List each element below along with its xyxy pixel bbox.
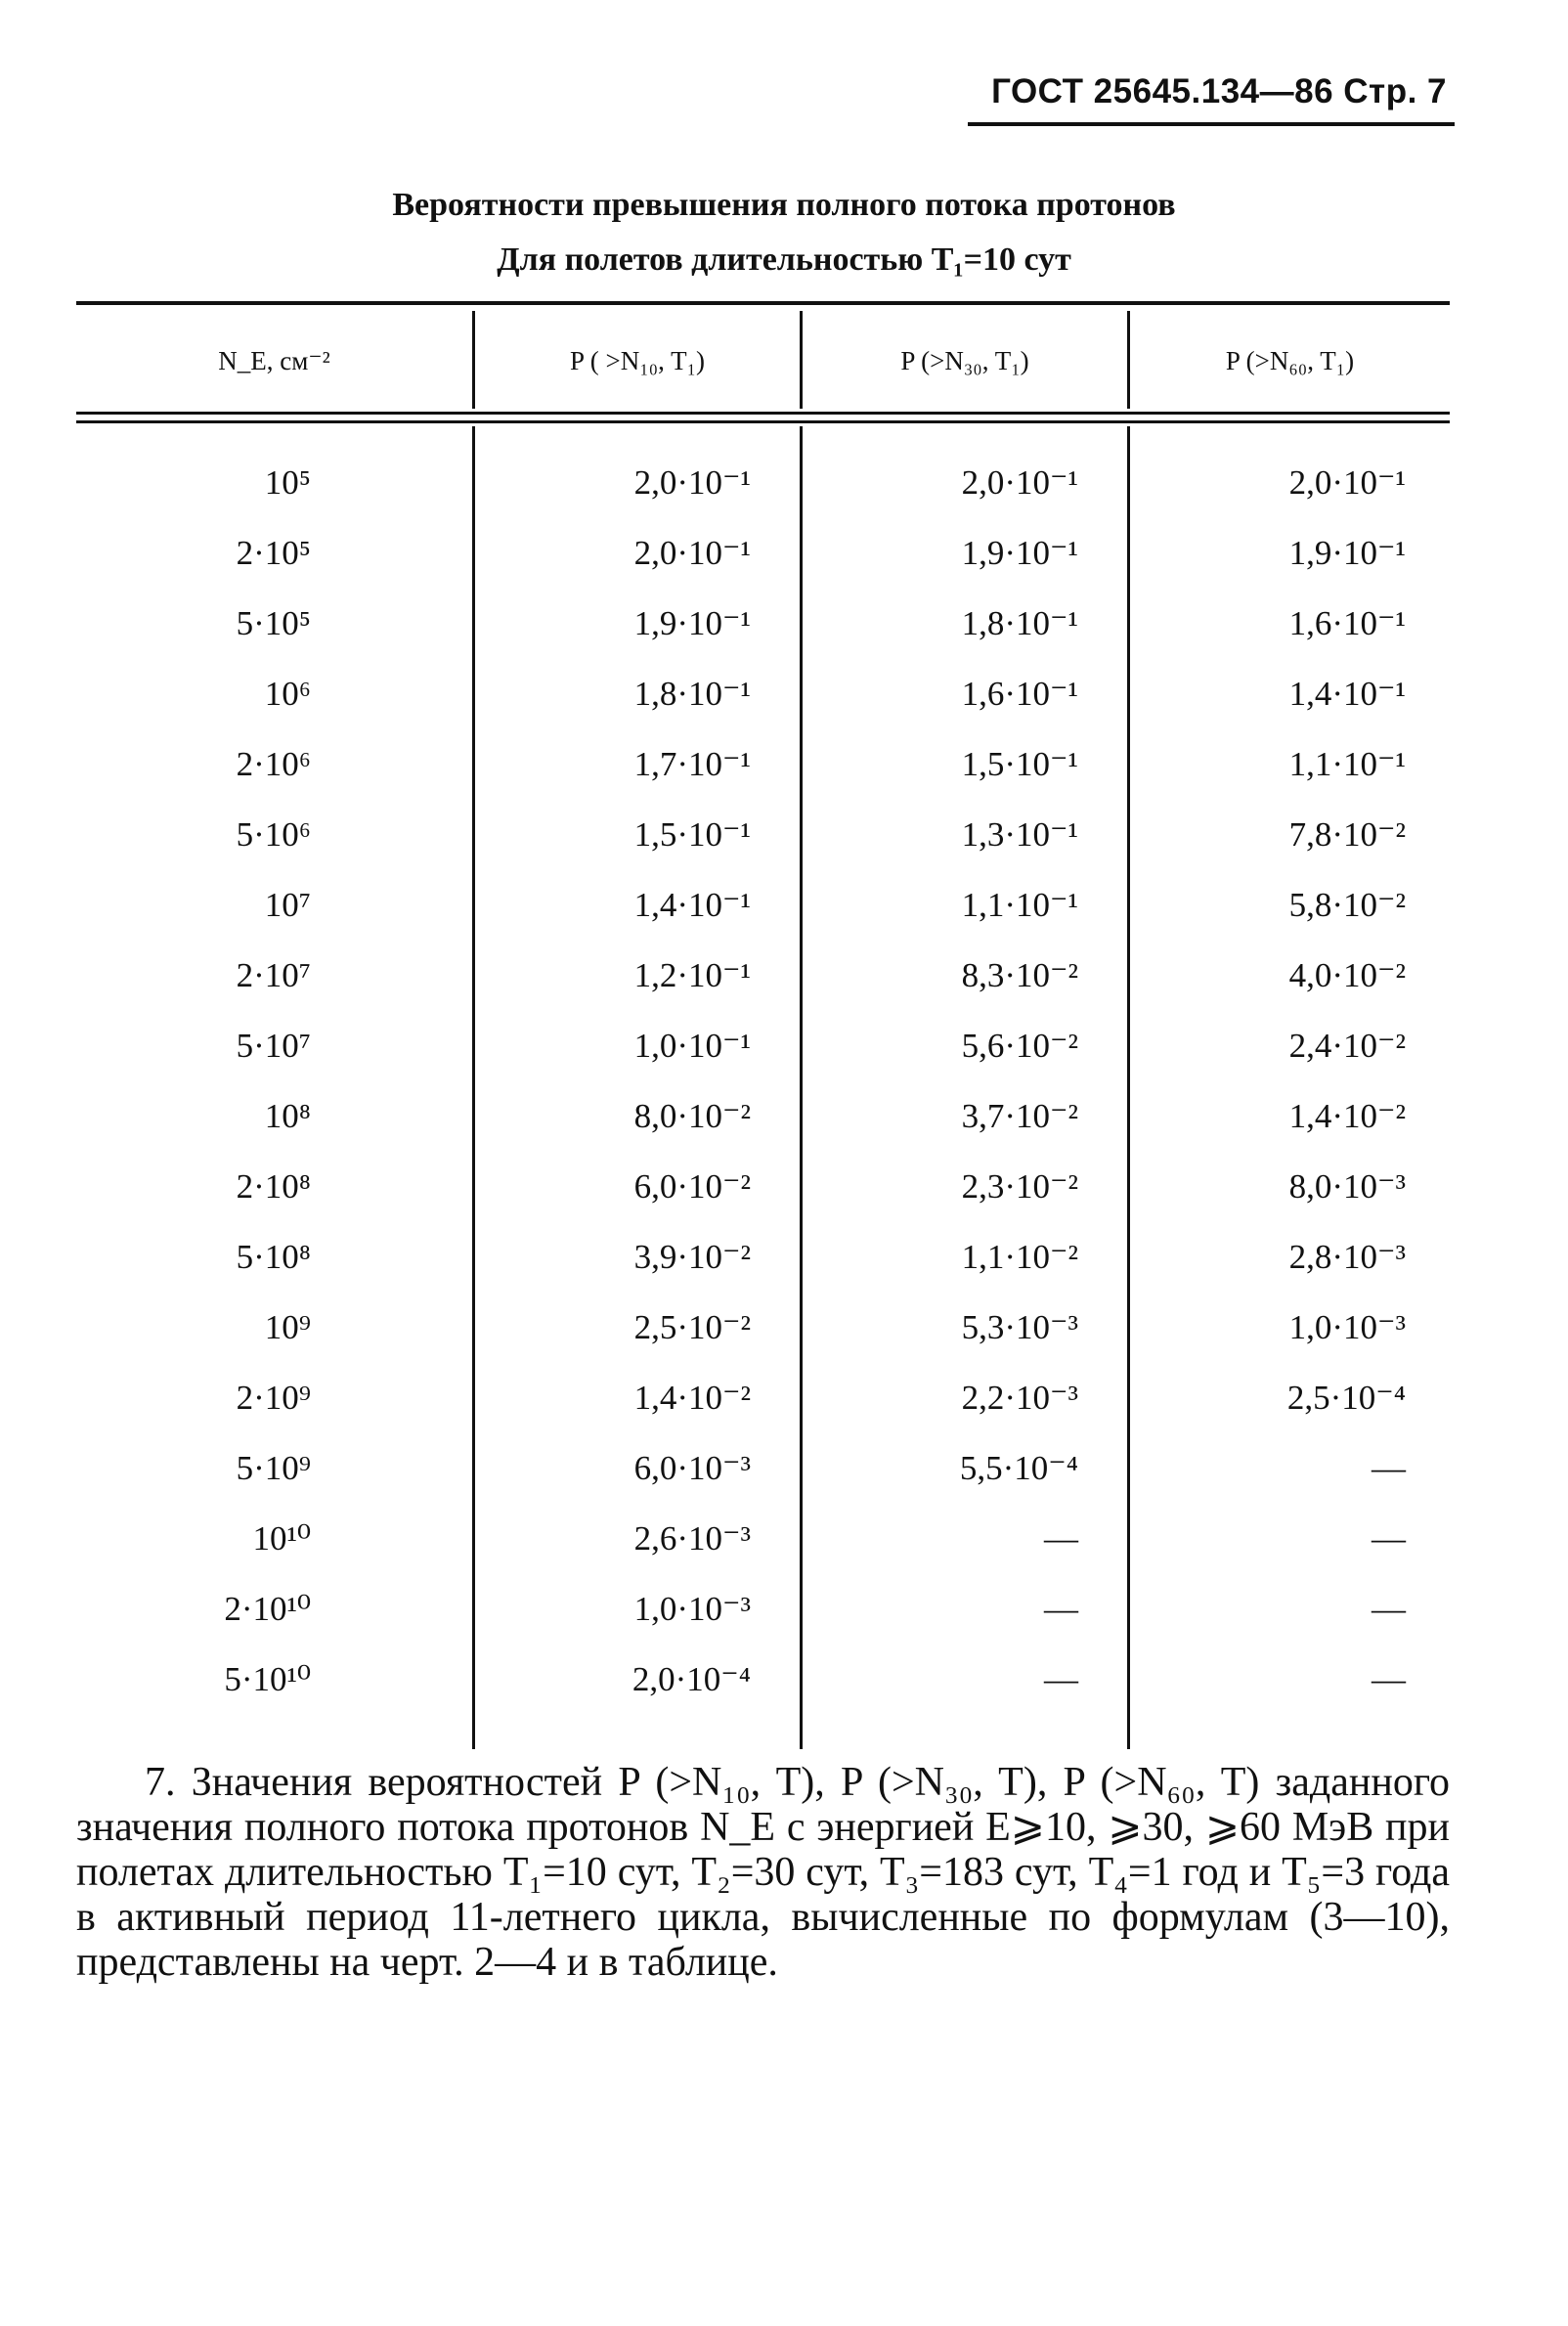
cell-p-n60: 1,0·10⁻³ <box>1288 1308 1406 1346</box>
cell-ne: 2·10⁹ <box>236 1379 311 1417</box>
table-row <box>76 800 1450 870</box>
cell-p-n60: 2,0·10⁻¹ <box>1288 463 1406 502</box>
cell-p-n30: 5,5·10⁻⁴ <box>959 1449 1078 1487</box>
cell-p-n60: 8,0·10⁻³ <box>1288 1167 1406 1206</box>
paragraph-text: 7. Значения вероятностей P (>N₁₀, T), P (>N₃₀, T), P (>N₆₀, T) заданного значения полного потока протонов N_E с энергией E⩾10, ⩾30, ⩾60 МэВ при полетах длительностью T₁=10 сут, T₂=30 сут, T₃=183 сут, T₄=1 год и T₅=3 года в активный период 11-летнего цикла, вычисленные по формулам (3—10), представлены на черт. 2—4 и в таблице. <box>76 1760 1450 1985</box>
cell-p-n60: 1,1·10⁻¹ <box>1288 745 1406 783</box>
cell-p-n10: 1,8·10⁻¹ <box>633 675 751 713</box>
column-header-p-n10: P ( >N₁₀, T₁) <box>570 346 705 375</box>
cell-ne: 10⁶ <box>264 675 311 713</box>
table-row <box>76 1504 1450 1574</box>
header-rule <box>968 122 1455 126</box>
table-top-rule <box>76 301 1450 305</box>
cell-p-n10: 2,6·10⁻³ <box>633 1519 751 1558</box>
table-header-rule-double <box>76 420 1450 423</box>
cell-ne: 10¹⁰ <box>252 1519 311 1558</box>
table-header-rule <box>76 412 1450 415</box>
cell-ne: 5·10⁵ <box>236 604 311 642</box>
paragraph-7 <box>76 1760 1450 1985</box>
cell-p-n10: 6,0·10⁻² <box>633 1167 751 1206</box>
column-header-p-n60: P (>N₆₀, T₁) <box>1225 346 1355 375</box>
cell-ne: 5·10⁶ <box>236 815 311 854</box>
cell-p-n10: 2,0·10⁻¹ <box>633 463 751 502</box>
table-row <box>76 729 1450 800</box>
cell-p-n30: 2,2·10⁻³ <box>961 1379 1078 1417</box>
column-header-p-n30: P (>N₃₀, T₁) <box>900 346 1029 375</box>
cell-ne: 5·10⁹ <box>236 1449 311 1487</box>
cell-p-n10: 2,0·10⁻⁴ <box>632 1660 751 1698</box>
cell-ne: 10⁹ <box>264 1308 311 1346</box>
cell-p-n30: 1,3·10⁻¹ <box>961 815 1078 854</box>
cell-ne: 2·10⁵ <box>236 534 311 572</box>
cell-ne: 10⁸ <box>264 1097 311 1135</box>
cell-p-n10: 1,5·10⁻¹ <box>633 815 751 854</box>
table-row <box>76 1645 1450 1715</box>
cell-ne: 2·10⁷ <box>236 956 311 994</box>
table-row <box>76 941 1450 1011</box>
cell-p-n30: — <box>1044 1519 1078 1558</box>
cell-p-n30: 1,9·10⁻¹ <box>961 534 1078 572</box>
table-title-line2: Для полетов длительностью T₁=10 сут <box>497 241 1071 278</box>
cell-ne: 5·10¹⁰ <box>224 1660 311 1698</box>
table-row <box>76 518 1450 589</box>
cell-p-n10: 2,0·10⁻¹ <box>633 534 751 572</box>
cell-p-n60: — <box>1372 1449 1406 1487</box>
table-title <box>0 178 1568 287</box>
table-row <box>76 1011 1450 1081</box>
cell-p-n10: 1,7·10⁻¹ <box>633 745 751 783</box>
cell-p-n30: 1,1·10⁻¹ <box>961 886 1078 924</box>
cell-p-n30: — <box>1044 1590 1078 1628</box>
table-row <box>76 1574 1450 1645</box>
cell-p-n10: 1,0·10⁻¹ <box>633 1027 751 1065</box>
cell-p-n60: 1,9·10⁻¹ <box>1288 534 1406 572</box>
cell-ne: 5·10⁷ <box>236 1027 311 1065</box>
table-row <box>76 1433 1450 1504</box>
cell-p-n60: 4,0·10⁻² <box>1288 956 1406 994</box>
cell-p-n30: 1,5·10⁻¹ <box>961 745 1078 783</box>
cell-p-n60: — <box>1372 1519 1406 1558</box>
table-row <box>76 448 1450 518</box>
cell-p-n10: 1,4·10⁻¹ <box>633 886 751 924</box>
cell-p-n10: 3,9·10⁻² <box>633 1238 751 1276</box>
cell-ne: 10⁷ <box>264 886 311 924</box>
cell-p-n30: 2,0·10⁻¹ <box>961 463 1078 502</box>
cell-p-n30: 5,3·10⁻³ <box>961 1308 1078 1346</box>
cell-p-n60: 1,6·10⁻¹ <box>1288 604 1406 642</box>
cell-p-n30: 1,6·10⁻¹ <box>961 675 1078 713</box>
table-row <box>76 870 1450 941</box>
cell-ne: 2·10⁸ <box>236 1167 311 1206</box>
table-row <box>76 1081 1450 1152</box>
cell-p-n30: 2,3·10⁻² <box>961 1167 1078 1206</box>
cell-ne: 5·10⁸ <box>236 1238 311 1276</box>
cell-p-n30: — <box>1044 1660 1078 1698</box>
cell-p-n60: 5,8·10⁻² <box>1288 886 1406 924</box>
cell-ne: 2·10⁶ <box>236 745 311 783</box>
cell-p-n30: 1,8·10⁻¹ <box>961 604 1078 642</box>
cell-p-n30: 5,6·10⁻² <box>961 1027 1078 1065</box>
table-title-line1: Вероятности превышения полного потока протонов <box>392 187 1176 223</box>
cell-p-n30: 8,3·10⁻² <box>961 956 1078 994</box>
cell-p-n30: 1,1·10⁻² <box>961 1238 1078 1276</box>
table-row <box>76 1152 1450 1222</box>
cell-p-n10: 6,0·10⁻³ <box>633 1449 751 1487</box>
cell-p-n60: — <box>1372 1660 1406 1698</box>
cell-p-n30: 3,7·10⁻² <box>961 1097 1078 1135</box>
table-row <box>76 589 1450 659</box>
cell-p-n60: 2,4·10⁻² <box>1288 1027 1406 1065</box>
cell-ne: 2·10¹⁰ <box>224 1590 311 1628</box>
cell-p-n60: 1,4·10⁻¹ <box>1288 675 1406 713</box>
cell-p-n10: 2,5·10⁻² <box>633 1308 751 1346</box>
cell-ne: 10⁵ <box>264 463 311 502</box>
cell-p-n60: 7,8·10⁻² <box>1288 815 1406 854</box>
cell-p-n10: 8,0·10⁻² <box>633 1097 751 1135</box>
cell-p-n10: 1,0·10⁻³ <box>633 1590 751 1628</box>
cell-p-n60: 2,5·10⁻⁴ <box>1286 1379 1406 1417</box>
table-row <box>76 1363 1450 1433</box>
cell-p-n60: 1,4·10⁻² <box>1288 1097 1406 1135</box>
cell-p-n10: 1,4·10⁻² <box>633 1379 751 1417</box>
table-row <box>76 1222 1450 1293</box>
table-row <box>76 659 1450 729</box>
cell-p-n10: 1,9·10⁻¹ <box>633 604 751 642</box>
table-row <box>76 1293 1450 1363</box>
cell-p-n60: — <box>1372 1590 1406 1628</box>
column-header-ne: N_E, см⁻² <box>218 346 330 375</box>
cell-p-n10: 1,2·10⁻¹ <box>633 956 751 994</box>
cell-p-n60: 2,8·10⁻³ <box>1288 1238 1406 1276</box>
page-header: ГОСТ 25645.134—86 Стр. 7 <box>991 72 1447 110</box>
